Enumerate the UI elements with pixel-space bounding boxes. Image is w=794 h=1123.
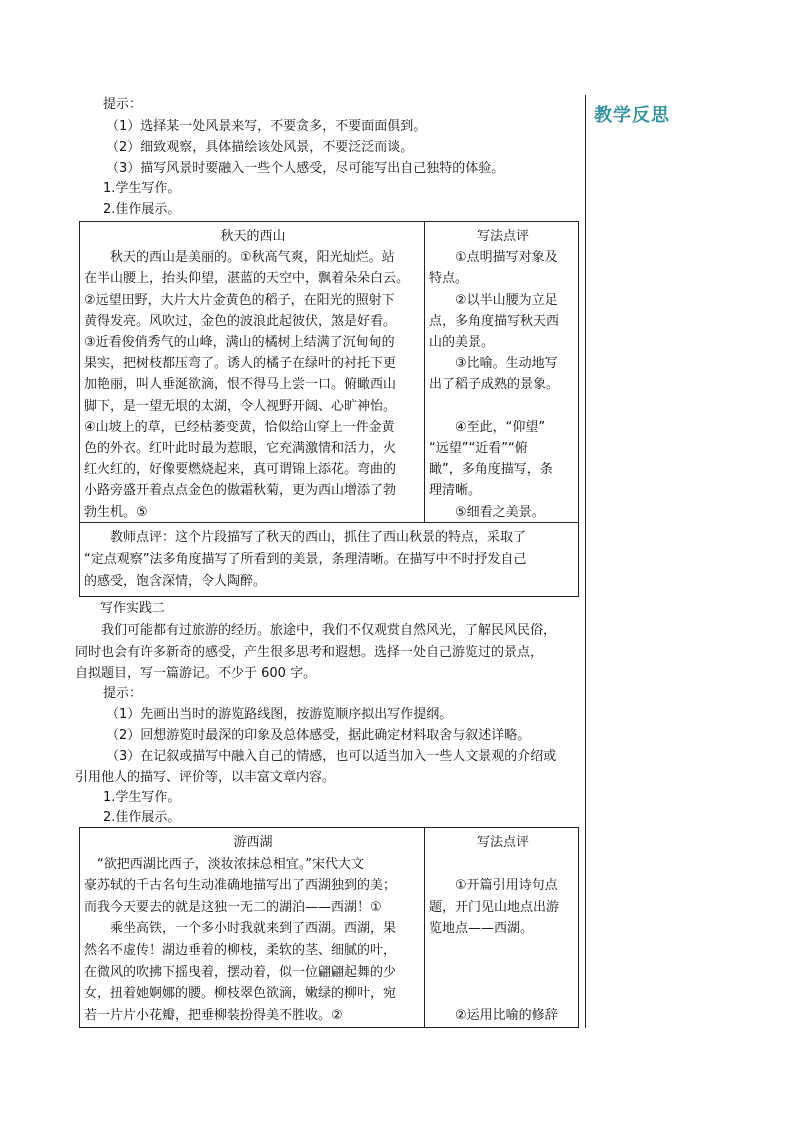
essay-line: 脚下，是一望无垠的太湖，令人视野开阔、心旷神怡。 — [84, 398, 397, 414]
tip-item: （1）选择某一处风景来写，不要贪多，不要面面俱到。 — [106, 119, 427, 134]
comment-line: ②以半山腰为立足 — [429, 292, 558, 308]
essay-line: 色的外衣。红叶此时最为惹眼，它充满激情和活力，火 — [84, 441, 397, 457]
comment-line: 山的美景。 — [429, 335, 495, 351]
essay-line: 在半山腰上，抬头仰望，湛蓝的天空中，飘着朵朵白云。 — [84, 271, 410, 287]
tip-item: （3）在记叙或描写中融入自己的情感，也可以适当加入一些人文景观的介绍或 — [106, 749, 557, 764]
comment-line: 出了稻子成熟的景象。 — [429, 377, 560, 393]
essay-line: 乘坐高铁，一个多小时我就来到了西湖。西湖，果 — [84, 921, 397, 937]
essay-line: 在微风的吹拂下摇曳着，摆动着，似一位翩翩起舞的少 — [84, 964, 397, 980]
comment-2-content — [429, 832, 577, 1026]
step-writing: 1.学生写作。 — [103, 790, 181, 805]
essay-line: ③近看俊俏秀气的山峰，满山的橘树上结满了沉甸甸的 — [84, 335, 395, 351]
comment-line: “远望”“近看”“俯 — [429, 441, 528, 457]
essay-line: 红火红的，好像要燃烧起来，真可谓锦上添花。弯曲的 — [84, 462, 397, 478]
tip-item: 引用他人的描写、评价等，以丰富文章内容。 — [75, 770, 336, 785]
comment-line: ①点明描写对象及 — [429, 250, 558, 266]
teaching-reflection-heading: 教学反思 — [594, 105, 670, 126]
table-2-column-divider — [424, 827, 425, 1028]
practice-body-line: 我们可能都有过旅游的经历。旅途中，我们不仅观赏自然风光，了解民风民俗， — [75, 623, 557, 638]
essay-line: ④山坡上的草，已经枯萎变黄，恰似给山穿上一件金黄 — [84, 419, 395, 435]
teacher-comment — [84, 527, 576, 593]
step-showcase: 2.佳作展示。 — [103, 202, 181, 217]
comment-line — [429, 940, 577, 962]
essay-2-content — [84, 832, 422, 1026]
essay-line: 豪苏轼的千古名句生动准确地描写出了西湖独到的美； — [84, 878, 397, 894]
comment-line: 瞰”，多角度描写，条 — [429, 462, 553, 478]
comment-1-title: 写法点评 — [476, 229, 529, 244]
comment-line — [429, 396, 577, 417]
tip-item: （3）描写风景时要融入一些个人感受，尽可能写出自己独特的体验。 — [106, 161, 505, 176]
essay-line: 若一片片小花瓣，把垂柳装扮得美不胜收。② — [84, 1007, 343, 1023]
comment-line: ④至此，“仰望” — [429, 419, 546, 435]
tip-item: （2）回想游览时最深的印象及总体感受，据此确定材料取舍与叙述详略。 — [106, 728, 531, 743]
comment-2-title: 写法点评 — [476, 835, 529, 850]
essay-line: 果实，把树枝都压弯了。诱人的橘子在绿叶的衬托下更 — [84, 356, 397, 372]
essay-2-title: 游西湖 — [233, 835, 273, 850]
comment-line: 览地点——西湖。 — [429, 921, 534, 937]
essay-line: 加艳丽，叫人垂涎欲滴，恨不得马上尝一口。俯瞰西山 — [84, 377, 397, 393]
essay-line: 然名不虚传！湖边垂着的柳枝，柔软的茎、细腻的叶， — [84, 942, 397, 958]
practice-body-line: 同时也会有许多新奇的感受，产生很多思考和遐想。选择一处自己游览过的景点， — [75, 644, 544, 660]
practice-2-body — [75, 620, 556, 685]
essay-1-title: 秋天的西山 — [220, 229, 286, 244]
essay-1-content — [84, 226, 422, 523]
essay-line: “欲把西湖比西子，淡妆浓抹总相宜。”宋代大文 — [84, 856, 364, 872]
teacher-comment-line: 教师点评：这个片段描写了秋天的西山，抓住了西山秋景的特点，采取了 — [84, 530, 527, 545]
teacher-comment-line: “定点观察”法多角度描写了所看到的美景，条理清晰。在描写中不时抒发自己 — [84, 552, 527, 567]
comment-line: ②运用比喻的修辞 — [429, 1007, 558, 1023]
comment-line — [429, 854, 577, 876]
comment-line: 题，开门见山地点出游 — [429, 899, 560, 915]
practice-2-tips-label: 提示： — [103, 686, 143, 701]
comment-1-content — [429, 226, 577, 523]
essay-line: 黄得发亮。风吹过，金色的波浪此起彼伏，煞是好看。 — [84, 313, 397, 329]
comment-line: 理清晰。 — [429, 483, 482, 499]
essay-line: 女，扭着她婀娜的腰。柳枝翠色欲滴，嫩绿的柳叶，宛 — [84, 986, 397, 1002]
comment-line — [429, 962, 577, 984]
comment-line: 特点。 — [429, 271, 469, 287]
comment-line — [429, 983, 577, 1005]
margin-divider — [585, 95, 586, 1028]
comment-line: ⑤细看之美景。 — [429, 504, 545, 520]
essay-line: 小路旁盛开着点点金色的傲霜秋菊，更为西山增添了勃 — [84, 483, 397, 499]
table-1-column-divider — [424, 221, 425, 523]
essay-line: ②远望田野，大片大片金黄色的稻子，在阳光的照射下 — [84, 292, 395, 308]
step-showcase: 2.佳作展示。 — [103, 810, 181, 825]
essay-line: 勃生机。⑤ — [84, 504, 148, 520]
practice-body-line: 自拟题目，写一篇游记。不少于 600 字。 — [75, 666, 317, 681]
essay-line: 而我今天要去的就是这独一无二的湖泊——西湖！① — [84, 899, 382, 915]
comment-line: 点，多角度描写秋天西 — [429, 313, 560, 329]
step-writing: 1.学生写作。 — [103, 181, 181, 196]
essay-line: 秋天的西山是美丽的。①秋高气爽，阳光灿烂。站 — [84, 250, 395, 266]
tip-item: （2）细致观察，具体描绘该处风景，不要泛泛而谈。 — [106, 140, 414, 155]
tip-item: （1）先画出当时的游览路线图，按游览顺序拟出写作提纲。 — [106, 707, 453, 722]
comment-line: ③比喻。生动地写 — [429, 356, 558, 372]
tips-label: 提示： — [103, 97, 143, 112]
practice-2-title: 写作实践二 — [100, 601, 166, 616]
teacher-comment-line: 的感受，饱含深情，令人陶醉。 — [84, 574, 267, 589]
comment-line: ①开篇引用诗句点 — [429, 878, 558, 894]
